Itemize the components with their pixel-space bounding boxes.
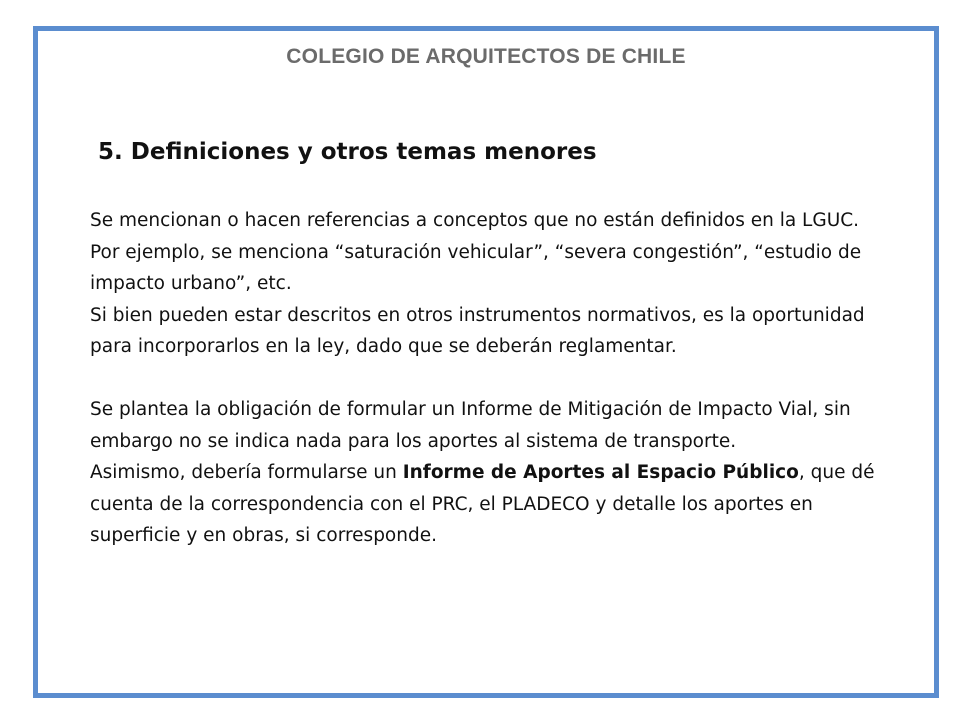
paragraph-public-space-report bbox=[90, 457, 880, 552]
body-text bbox=[90, 205, 880, 552]
paragraph-undefined-concepts: Se mencionan o hacen referencias a conceptos que no están definidos en la LGUC. bbox=[90, 210, 860, 231]
paragraph-incorporate: Si bien pueden estar descritos en otros instrumentos normativos, es la oportunidad para incorporarlos en la ley, dado que se deberán reglamentar. bbox=[90, 304, 865, 357]
paragraph-examples: Por ejemplo, se menciona “saturación vehicular”, “severa congestión”, “estudio de impacto urbano”, etc. bbox=[90, 241, 862, 294]
public-space-text-before: Asimismo, debería formularse un bbox=[90, 462, 403, 483]
paragraph-mitigation-report: Se plantea la obligación de formular un Informe de Mitigación de Impacto Vial, sin embargo no se indica nada para los aportes al sistema de transporte. bbox=[90, 399, 851, 452]
paragraph-spacer bbox=[90, 363, 880, 395]
section-title: 5. Definiciones y otros temas menores bbox=[98, 139, 597, 165]
public-space-report-name: Informe de Aportes al Espacio Público bbox=[402, 462, 799, 483]
public-space-text-after: , que dé cuenta de la correspondencia con el PRC, el PLADECO y detalle los aportes en superficie y en obras, si corresponde. bbox=[90, 462, 875, 546]
organization-header: COLEGIO DE ARQUITECTOS DE CHILE bbox=[286, 45, 686, 68]
slide-frame bbox=[33, 26, 939, 698]
